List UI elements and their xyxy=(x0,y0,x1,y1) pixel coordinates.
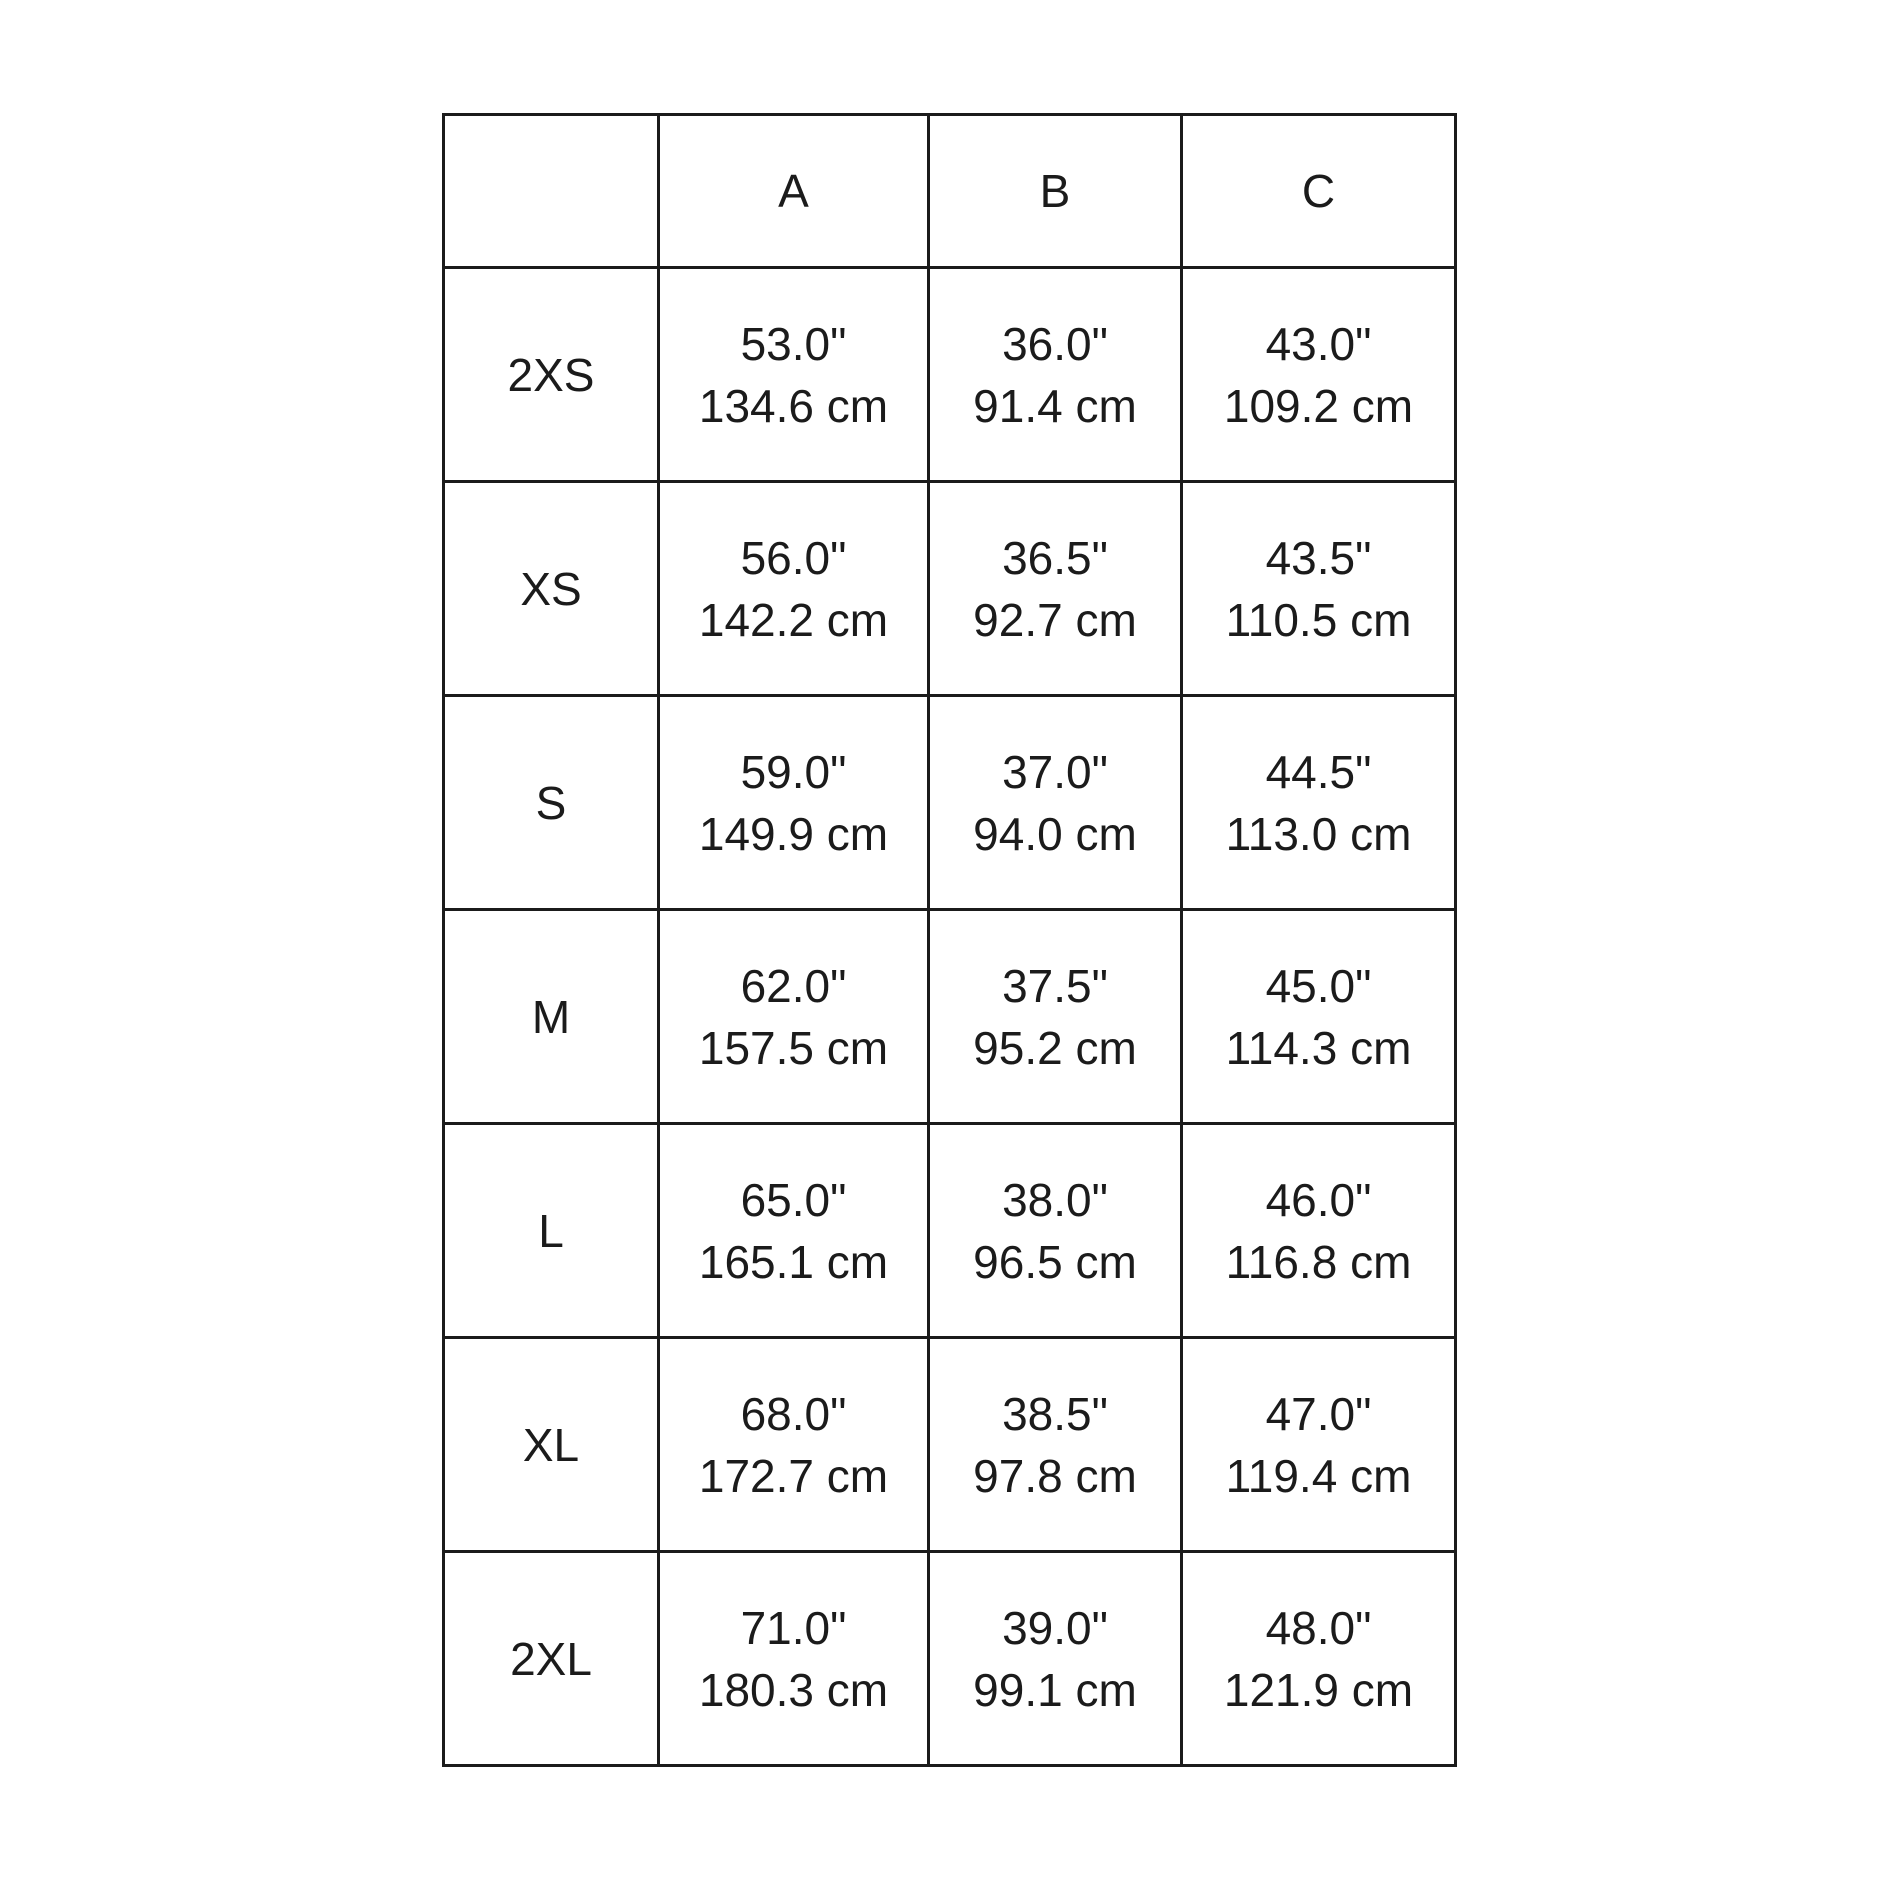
size-label: L xyxy=(444,1124,659,1338)
cm-value: 121.9 cm xyxy=(1223,1663,1414,1716)
cm-value: 97.8 cm xyxy=(973,1449,1137,1502)
size-label: S xyxy=(444,696,659,910)
cm-value: 94.0 cm xyxy=(973,807,1137,860)
column-header-c: C xyxy=(1182,115,1456,268)
measurement-cell-a xyxy=(659,1338,929,1552)
inches-value: 71.0" xyxy=(740,1601,847,1654)
cm-value: 149.9 cm xyxy=(698,807,889,860)
measurement-cell-a xyxy=(659,910,929,1124)
size-label: 2XL xyxy=(444,1552,659,1766)
inches-value: 68.0" xyxy=(740,1387,847,1440)
measurement-cell-c xyxy=(1182,1338,1456,1552)
inches-value: 39.0" xyxy=(1002,1601,1108,1654)
cm-value: 180.3 cm xyxy=(698,1663,889,1716)
inches-value: 56.0" xyxy=(740,531,847,584)
measurement-cell-a xyxy=(659,1124,929,1338)
cm-value: 113.0 cm xyxy=(1225,807,1412,860)
inches-value: 44.5" xyxy=(1265,745,1372,798)
inches-value: 48.0" xyxy=(1265,1601,1372,1654)
inches-value: 59.0" xyxy=(740,745,847,798)
size-chart-table xyxy=(442,113,1457,1767)
measurement-cell-c xyxy=(1182,696,1456,910)
cm-value: 134.6 cm xyxy=(698,379,889,432)
inches-value: 46.0" xyxy=(1265,1173,1372,1226)
cm-value: 109.2 cm xyxy=(1223,379,1414,432)
measurement-cell-a xyxy=(659,696,929,910)
column-header-a: A xyxy=(659,115,929,268)
inches-value: 62.0" xyxy=(740,959,847,1012)
corner-cell xyxy=(444,115,659,268)
inches-value: 38.5" xyxy=(1002,1387,1108,1440)
cm-value: 165.1 cm xyxy=(698,1235,889,1288)
cm-value: 99.1 cm xyxy=(973,1663,1137,1716)
measurement-cell-b xyxy=(929,1338,1182,1552)
table-row-xs xyxy=(444,482,1456,696)
measurement-cell-c xyxy=(1182,482,1456,696)
cm-value: 114.3 cm xyxy=(1225,1021,1412,1074)
cm-value: 116.8 cm xyxy=(1225,1235,1412,1288)
measurement-cell-a xyxy=(659,268,929,482)
measurement-cell-b xyxy=(929,1124,1182,1338)
cm-value: 95.2 cm xyxy=(973,1021,1137,1074)
column-header-b: B xyxy=(929,115,1182,268)
inches-value: 45.0" xyxy=(1265,959,1372,1012)
inches-value: 37.0" xyxy=(1002,745,1108,798)
measurement-cell-c xyxy=(1182,910,1456,1124)
inches-value: 53.0" xyxy=(740,317,847,370)
inches-value: 37.5" xyxy=(1002,959,1108,1012)
table-row-s xyxy=(444,696,1456,910)
cm-value: 142.2 cm xyxy=(698,593,889,646)
size-chart-container xyxy=(442,113,1457,1767)
inches-value: 47.0" xyxy=(1265,1387,1372,1440)
measurement-cell-c xyxy=(1182,1552,1456,1766)
measurement-cell-b xyxy=(929,482,1182,696)
inches-value: 36.5" xyxy=(1002,531,1108,584)
measurement-cell-b xyxy=(929,696,1182,910)
inches-value: 43.0" xyxy=(1265,317,1372,370)
table-row-xl xyxy=(444,1338,1456,1552)
header-row xyxy=(444,115,1456,268)
measurement-cell-a xyxy=(659,1552,929,1766)
table-row-m xyxy=(444,910,1456,1124)
inches-value: 38.0" xyxy=(1002,1173,1108,1226)
measurement-cell-b xyxy=(929,1552,1182,1766)
measurement-cell-c xyxy=(1182,268,1456,482)
cm-value: 172.7 cm xyxy=(698,1449,889,1502)
table-row-2xl xyxy=(444,1552,1456,1766)
cm-value: 91.4 cm xyxy=(973,379,1137,432)
cm-value: 157.5 cm xyxy=(698,1021,889,1074)
inches-value: 43.5" xyxy=(1265,531,1372,584)
table-row-2xs xyxy=(444,268,1456,482)
size-label: XL xyxy=(444,1338,659,1552)
size-label: M xyxy=(444,910,659,1124)
measurement-cell-b xyxy=(929,268,1182,482)
measurement-cell-b xyxy=(929,910,1182,1124)
measurement-cell-c xyxy=(1182,1124,1456,1338)
measurement-cell-a xyxy=(659,482,929,696)
inches-value: 65.0" xyxy=(740,1173,847,1226)
table-row-l xyxy=(444,1124,1456,1338)
cm-value: 110.5 cm xyxy=(1225,593,1412,646)
inches-value: 36.0" xyxy=(1002,317,1108,370)
cm-value: 96.5 cm xyxy=(973,1235,1137,1288)
size-label: XS xyxy=(444,482,659,696)
cm-value: 92.7 cm xyxy=(973,593,1137,646)
cm-value: 119.4 cm xyxy=(1225,1449,1412,1502)
size-label: 2XS xyxy=(444,268,659,482)
